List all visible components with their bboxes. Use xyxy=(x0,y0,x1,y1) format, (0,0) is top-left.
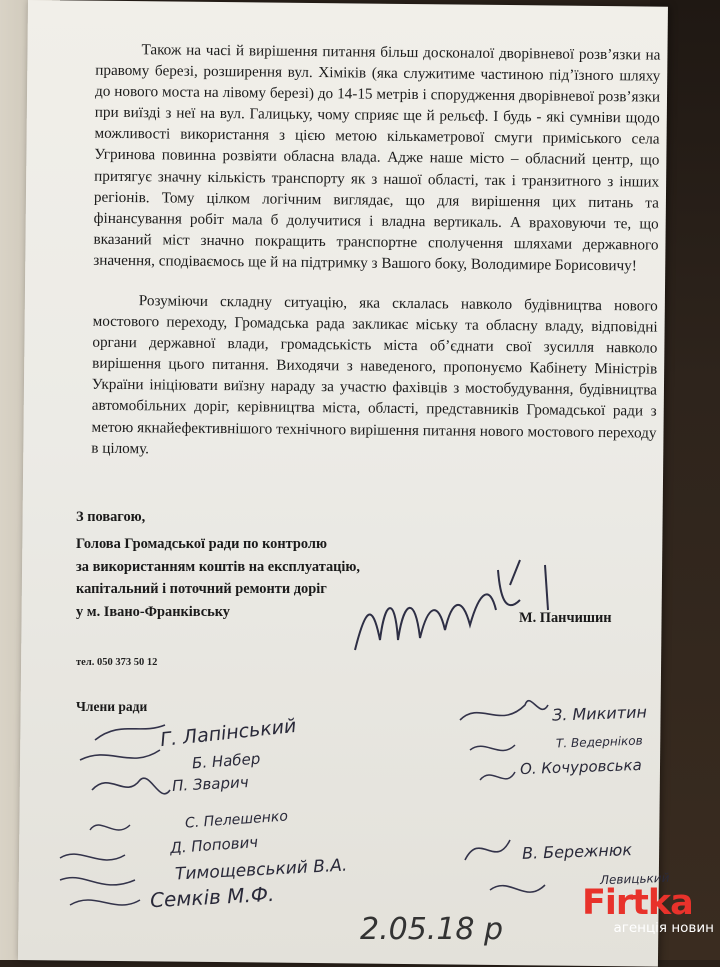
member-signature: З. Микитин xyxy=(551,702,648,725)
handwritten-date: 2.05.18 р xyxy=(360,912,504,947)
phone-number: тел. 050 373 50 12 xyxy=(76,657,158,668)
body-paragraph-1: Також на часі й вирішення питання більш досконалої дворівневої розв’язки на правому березі, розширення вул. Хіміків (яка служитиме частиною під’їзного шляху до нового моста на лівому березі) до 14-15 метрів і спорудження дворівневої розв’язки при виїзді з неї на вул. Галицьку, чому сприяє ще й рельєф. І будь - які сумніви щодо можливості використання з цією метою кількаметрової смуги приміського села Угринова повинна розвіяти обласна влада. Адже наше місто – обласний центр, що притягує значну кількість транспорту як з нашої області, так і транзитного з інших регіонів. Тому цілком логічним виглядає, що для вирішення цих питань та фінансування робіт мала б долучитися і владна вертикаль. А враховуючи те, що вказаний міст значно покращить транспортне сполучення шляхами державного значення, сподіваємось ще й на підтримку з Вашого боку, Володимире Борисовичу! xyxy=(93,41,661,275)
greeting: З повагою, xyxy=(76,509,146,525)
chair-title-line: Голова Громадської ради по контролю xyxy=(76,536,327,552)
logo-subtitle: агенція новин xyxy=(613,920,714,936)
body-paragraph-2: Розуміючи складну ситуацію, яка склалась навколо будівництва нового мостового переходу, Громадська рада закликає міську та обласну владу, відповідні органи державної влади, громадськість міста об’єднати свої зусилля навколо вирішення цього питання. Виходячи з наведеного, пропонуємо Кабінету Міністрів України ініціювати виїзну нараду за участю фахівців з мостобудування, будівництва автомобільних доріг, керівництва міста, області, представників Громадської ради з метою якнайефективнішого технічного вирішення питання нового мостового переходу в цілому. xyxy=(91,292,658,457)
chair-title-line: за використанням коштів на експлуатацію, xyxy=(76,558,361,575)
member-signature: Г. Лапінський xyxy=(159,714,298,752)
member-signature: Левицький xyxy=(599,870,670,888)
chair-title-line: у м. Івано-Франківську xyxy=(76,603,231,620)
member-signature: В. Бережнюк xyxy=(521,840,633,863)
member-signature: Д. Попович xyxy=(169,832,259,858)
chair-name: М. Панчишин xyxy=(519,610,612,626)
firtka-logo xyxy=(582,884,718,960)
member-signature: Семків М.Ф. xyxy=(149,881,275,913)
member-signature: С. Пелешенко xyxy=(184,808,289,832)
member-signature: П. Зварич xyxy=(171,773,250,795)
member-signature: Б. Набер xyxy=(191,749,261,773)
logo-name: Firtka xyxy=(582,883,693,923)
member-signature: Т. Ведерніков xyxy=(555,733,643,751)
member-signature: О. Кочуровська xyxy=(519,755,643,779)
members-label: Члени ради xyxy=(76,699,148,714)
member-signature: Тимощевський В.А. xyxy=(174,855,348,885)
chair-title-line: капітальний і поточний ремонти доріг xyxy=(76,581,327,597)
